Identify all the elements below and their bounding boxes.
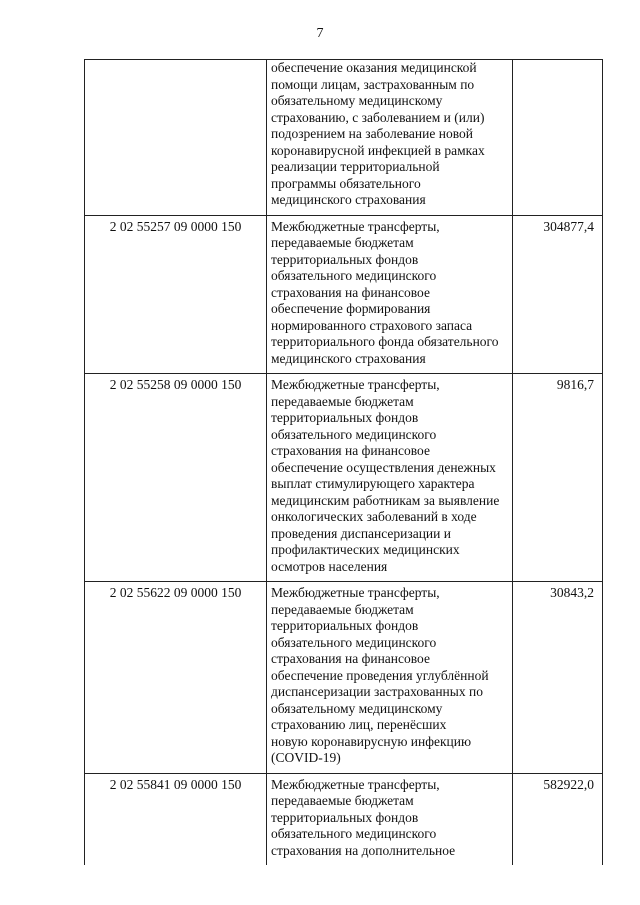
amount-cell: 582922,0 <box>513 773 603 865</box>
amount-cell <box>513 60 603 216</box>
amount-cell: 30843,2 <box>513 582 603 774</box>
budget-code-cell <box>85 60 267 216</box>
amount-cell: 304877,4 <box>513 215 603 374</box>
description-cell: обеспечение оказания медицинской помощи лицам, застрахованным по обязательному медицинскому страхованию, с заболеванием и (или) подозрением на заболевание новой коронавирусной инфекцией в рамках реализации территориальной программы обязательного медицинского страхования <box>267 60 513 216</box>
page-number: 7 <box>316 26 324 41</box>
description-cell: Межбюджетные трансферты, передаваемые бюджетам территориальных фондов обязательного медицинского страхования на финансовое обеспечение осуществления денежных выплат стимулирующего характера медицинским работникам за выявление онкологических заболеваний в ходе проведения диспансеризации и профилактических медицинских осмотров населения <box>267 374 513 582</box>
table-row <box>85 582 603 774</box>
budget-code-cell: 2 02 55257 09 0000 150 <box>85 215 267 374</box>
budget-code-cell: 2 02 55258 09 0000 150 <box>85 374 267 582</box>
description-cell: Межбюджетные трансферты, передаваемые бюджетам территориальных фондов обязательного медицинского страхования на дополнительное <box>267 773 513 865</box>
table-row <box>85 374 603 582</box>
table-row <box>85 60 603 216</box>
amount-cell: 9816,7 <box>513 374 603 582</box>
description-cell: Межбюджетные трансферты, передаваемые бюджетам территориальных фондов обязательного медицинского страхования на финансовое обеспечение формирования нормированного страхового запаса территориального фонда обязательного медицинского страхования <box>267 215 513 374</box>
budget-code-cell: 2 02 55841 09 0000 150 <box>85 773 267 865</box>
table-row <box>85 215 603 374</box>
description-cell: Межбюджетные трансферты, передаваемые бюджетам территориальных фондов обязательного медицинского страхования на финансовое обеспечение проведения углублённой диспансеризации застрахованных по обязательному медицинскому страхованию лиц, перенёсших новую коронавирусную инфекцию (COVID-19) <box>267 582 513 774</box>
budget-revenue-table <box>84 59 603 865</box>
table-row <box>85 773 603 865</box>
budget-code-cell: 2 02 55622 09 0000 150 <box>85 582 267 774</box>
